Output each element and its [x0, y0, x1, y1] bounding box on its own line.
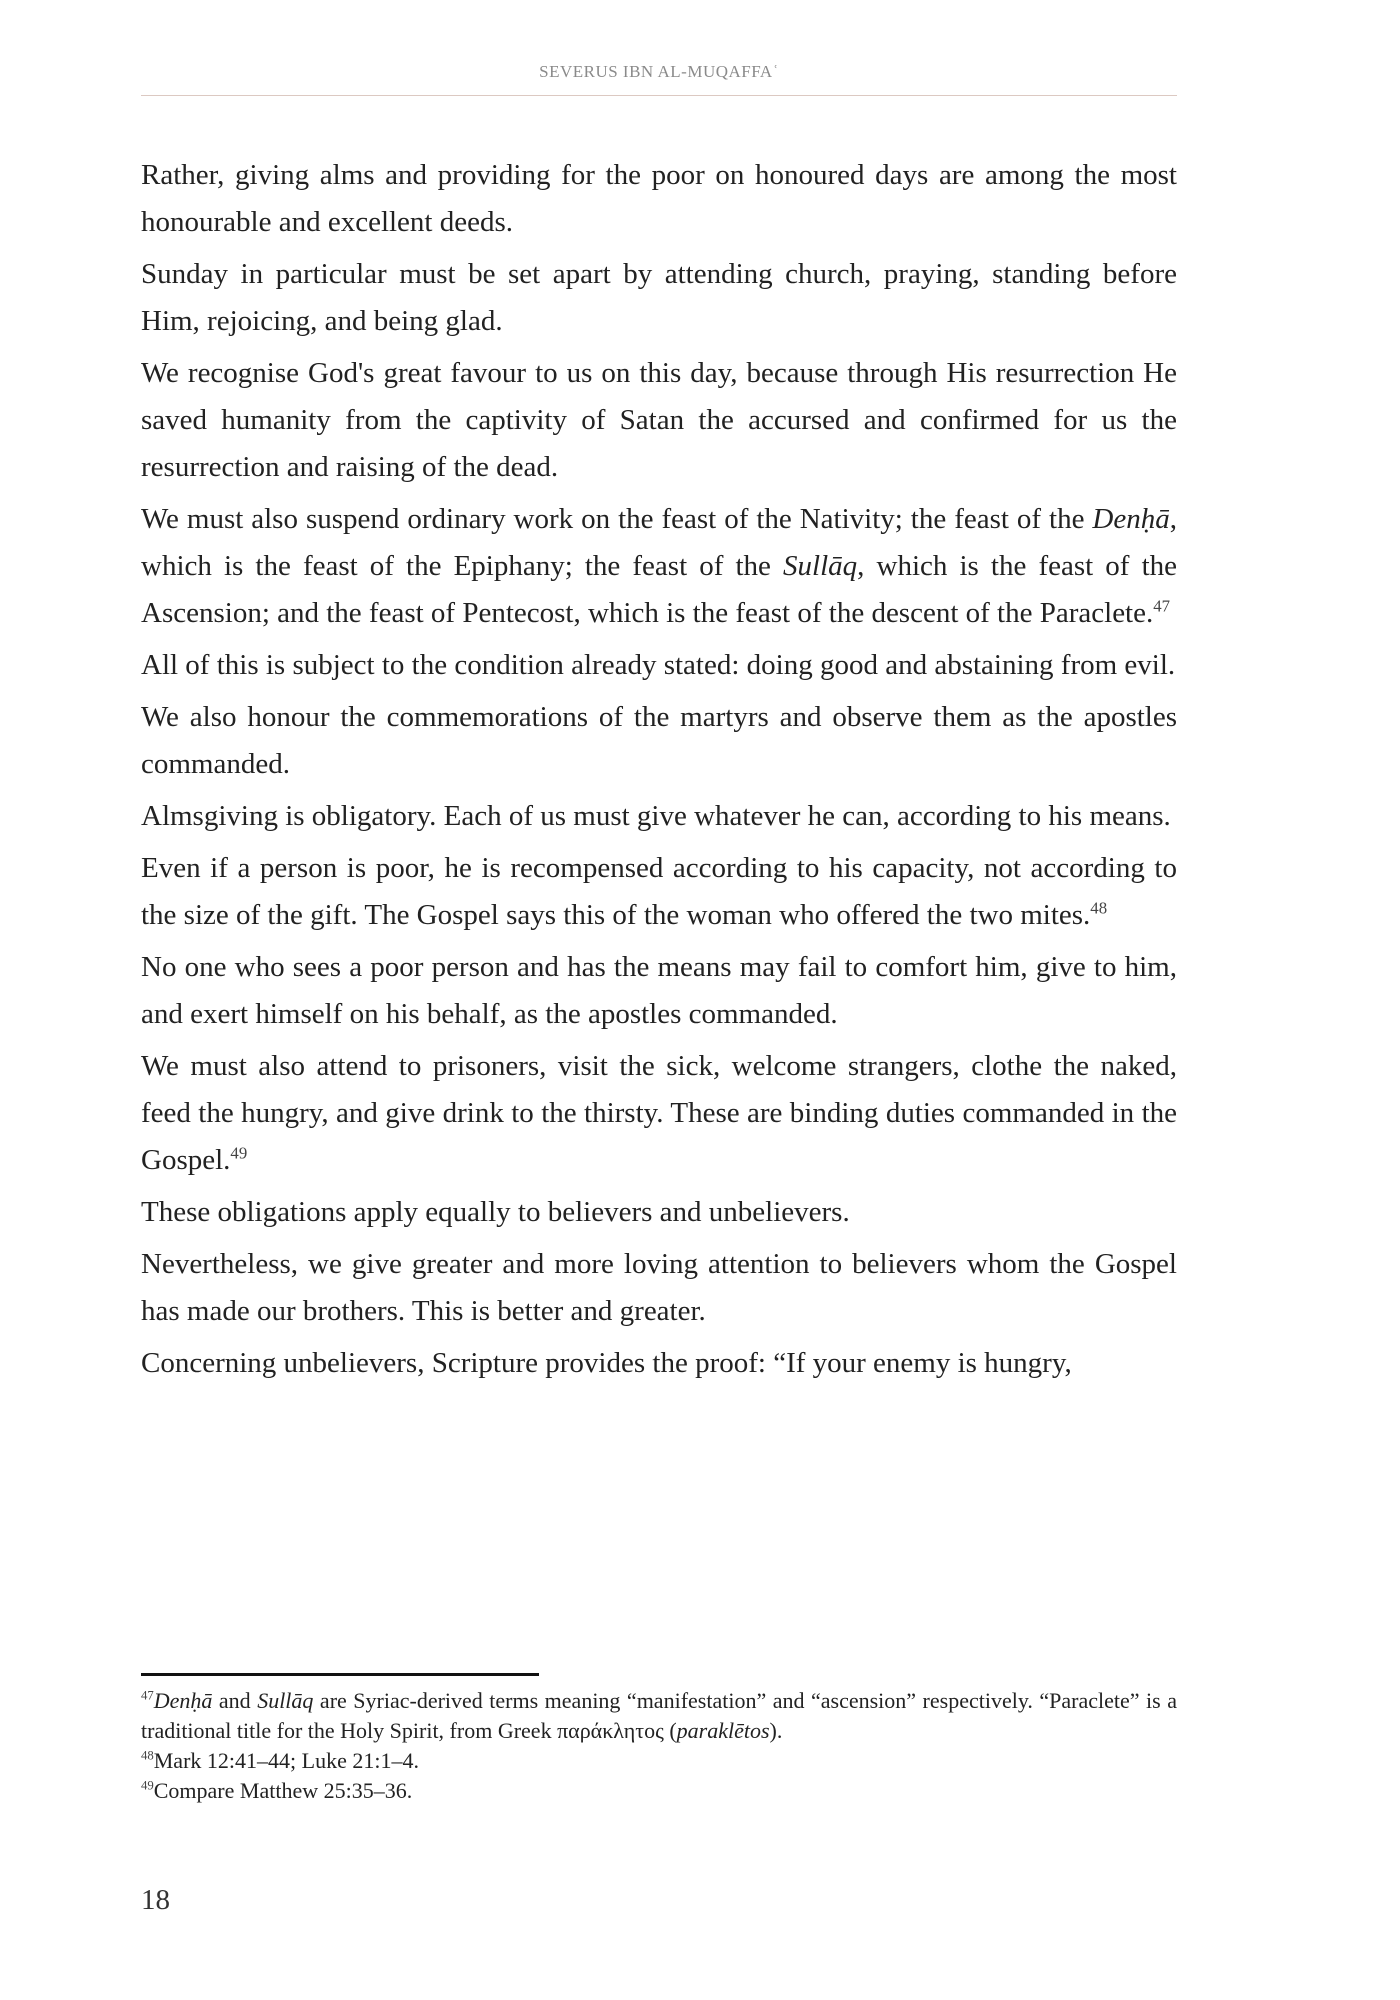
footnote-marker: 48: [141, 1748, 154, 1763]
paragraph: [141, 1241, 1177, 1335]
footnote-marker: 47: [141, 1688, 154, 1703]
footnote-marker: 48: [1090, 898, 1108, 918]
paragraph: [141, 1340, 1177, 1387]
paragraph: [141, 496, 1177, 637]
text-run: All of this is subject to the condition already stated: doing good and abstaining from evil.: [141, 649, 1176, 681]
paragraph: [141, 642, 1177, 689]
footnote-marker: 47: [1153, 596, 1171, 616]
text-run: Sunday in particular must be set apart by attending church, praying, standing before Him, rejoicing, and being glad.: [141, 258, 1177, 337]
paragraph: [141, 1189, 1177, 1236]
header-divider: [141, 95, 1177, 96]
footnote-divider: [141, 1673, 539, 1676]
italic-term: Sullāq: [257, 1688, 314, 1713]
text-run: Compare Matthew 25:35–36.: [153, 1778, 413, 1803]
paragraph: [141, 350, 1177, 491]
footnotes: [141, 1686, 1177, 1806]
paragraph: [141, 694, 1177, 788]
paragraph: [141, 845, 1177, 939]
text-run: , which is the feast of the Ascension; and the feast of Pentecost, which is the feast of the descent of the Paraclete.: [141, 550, 1177, 629]
footnote-marker: 49: [141, 1778, 154, 1793]
text-run: No one who sees a poor person and has the means may fail to comfort him, give to him, and exert himself on his behalf, as the apostles commanded.: [141, 951, 1177, 1030]
footnote: [141, 1686, 1177, 1746]
text-run: Rather, giving alms and providing for the poor on honoured days are among the most honourable and excellent deeds.: [141, 159, 1177, 238]
text-run: Mark 12:41–44; Luke 21:1–4.: [153, 1748, 419, 1773]
paragraph: [141, 1043, 1177, 1184]
italic-term: Denḥā: [153, 1688, 213, 1713]
footnote-marker: 49: [230, 1143, 248, 1163]
footnote: [141, 1746, 1177, 1776]
text-run: ).: [769, 1718, 783, 1743]
italic-term: paraklētos: [676, 1718, 770, 1743]
text-run: We must also suspend ordinary work on the feast of the Nativity; the feast of the: [141, 503, 1093, 535]
text-run: These obligations apply equally to believers and unbelievers.: [141, 1196, 850, 1228]
text-run: We must also attend to prisoners, visit the sick, welcome strangers, clothe the naked, feed the hungry, and give drink to the thirsty. These are binding duties commanded in the Gospel.: [141, 1050, 1177, 1176]
text-run: , which is the feast of the Epiphany; the feast of the: [141, 503, 1177, 582]
text-run: Even if a person is poor, he is recompensed according to his capacity, not according to the size of the gift. The Gospel says this of the woman who offered the two mites.: [141, 852, 1177, 931]
footnote: [141, 1776, 1177, 1806]
text-run: We recognise God's great favour to us on this day, because through His resurrection He saved humanity from the captivity of Satan the accursed and confirmed for us the resurrection and raising of the dead.: [141, 357, 1177, 483]
italic-term: Sullāq: [783, 550, 858, 582]
text-run: are Syriac-derived terms meaning “manifestation” and “ascension” respectively. “Paraclete” is a traditional title for the Holy Spirit, from Greek παράκλητος (: [141, 1688, 1177, 1743]
running-header: SEVERUS IBN AL-MUQAFFAʿ: [539, 62, 779, 81]
italic-term: Denḥā: [1092, 503, 1170, 535]
paragraph: [141, 251, 1177, 345]
paragraph: [141, 152, 1177, 246]
text-run: Concerning unbelievers, Scripture provides the proof: “If your enemy is hungry,: [141, 1347, 1072, 1379]
page-number: 18: [141, 1884, 170, 1916]
paragraph: [141, 793, 1177, 840]
text-run: and: [212, 1688, 258, 1713]
paragraph: [141, 944, 1177, 1038]
text-run: Almsgiving is obligatory. Each of us must give whatever he can, according to his means.: [141, 800, 1171, 832]
text-run: Nevertheless, we give greater and more loving attention to believers whom the Gospel has made our brothers. This is better and greater.: [141, 1248, 1177, 1327]
text-run: We also honour the commemorations of the martyrs and observe them as the apostles commanded.: [141, 701, 1177, 780]
body-text: [141, 152, 1177, 1392]
